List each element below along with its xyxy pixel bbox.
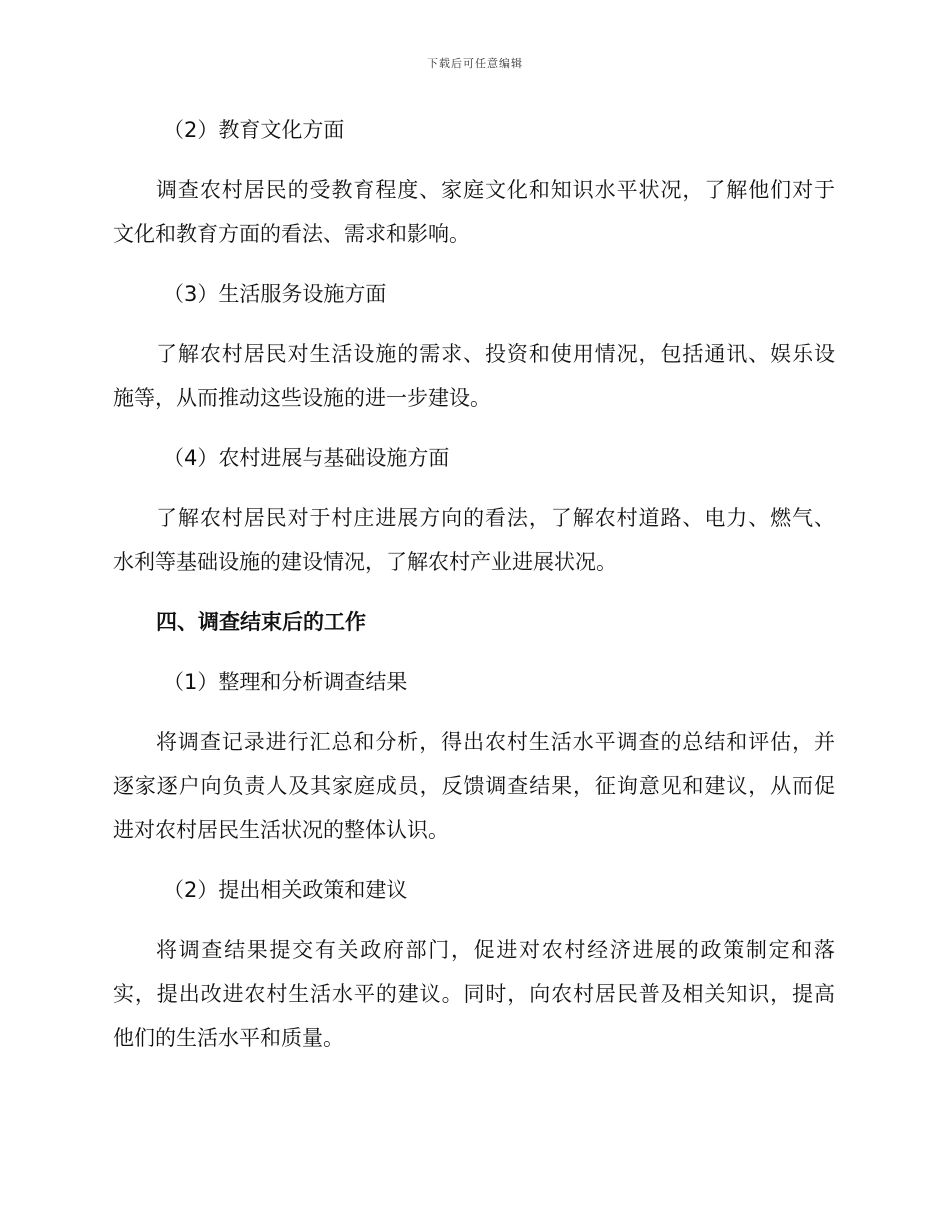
paragraph-line: 调查农村居民的受教育程度、家庭文化和知识水平状况，了解他们对于 [156,178,835,202]
paragraph-line: 他们的生活水平和质量。 [113,1026,344,1050]
paragraph-line: 逐家逐户向负责人及其家庭成员，反馈调查结果，征询意见和建议，从而促 [113,774,835,798]
header-note: 下载后可任意编辑 [427,57,523,70]
paragraph-line: 施等，从而推动这些设施的进一步建设。 [113,386,491,410]
document-body [113,108,835,1060]
paragraph-line: 了解农村居民对生活设施的需求、投资和使用情况，包括通讯、娱乐设 [156,342,835,366]
section-heading-3: （3）生活服务设施方面 [163,282,387,306]
paragraph-line: 将调查结果提交有关政府部门，促进对农村经济进展的政策制定和落 [156,938,835,962]
part-heading: 四、调查结束后的工作 [156,610,366,634]
paragraph-line: 进对农村居民生活状况的整体认识。 [113,818,449,842]
subsection-heading-1: （1）整理和分析调查结果 [163,670,408,694]
paragraph-line: 文化和教育方面的看法、需求和影响。 [113,222,470,246]
paragraph-line: 了解农村居民对于村庄进展方向的看法，了解农村道路、电力、燃气、 [156,506,835,530]
paragraph-line: 将调查记录进行汇总和分析，得出农村生活水平调查的总结和评估，并 [156,730,835,754]
paragraph-line: 实，提出改进农村生活水平的建议。同时，向农村居民普及相关知识，提高 [113,982,835,1006]
paragraph-line: 水利等基础设施的建设情况，了解农村产业进展状况。 [113,550,617,574]
section-heading-2: （2）教育文化方面 [163,118,345,142]
subsection-heading-2: （2）提出相关政策和建议 [163,878,408,902]
section-heading-4: （4）农村进展与基础设施方面 [163,446,450,470]
